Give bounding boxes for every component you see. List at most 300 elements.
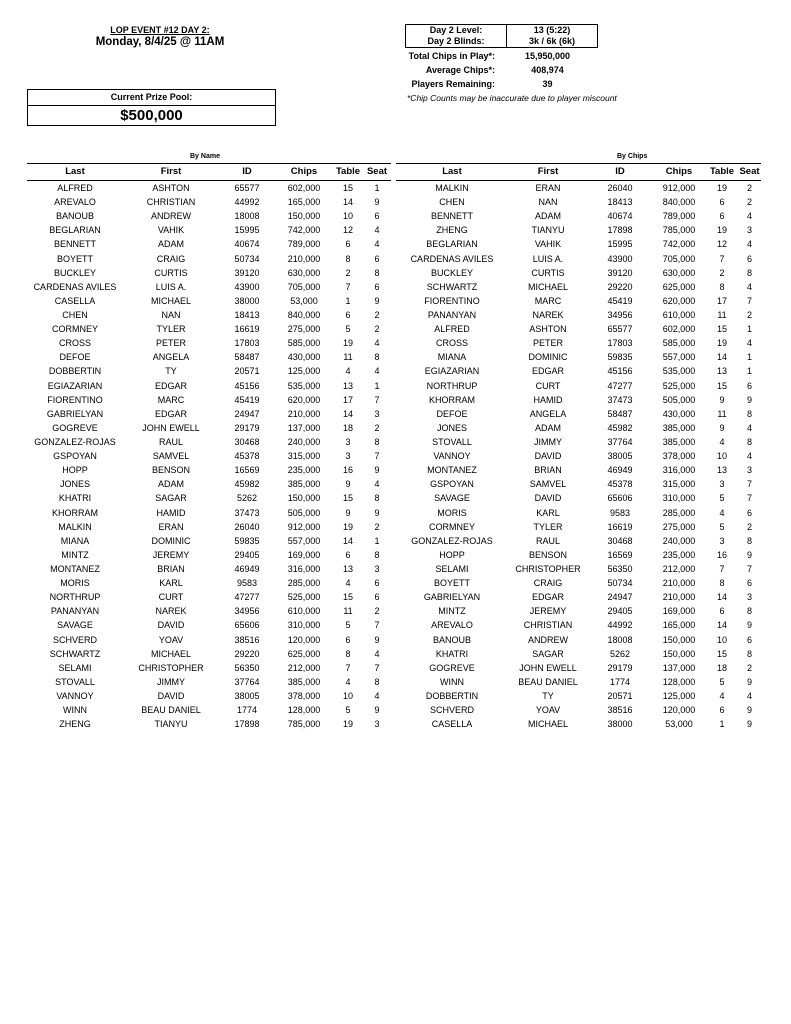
cell-last: ALFRED xyxy=(57,183,93,194)
cell-id: 34956 xyxy=(234,606,260,617)
cell-table: 14 xyxy=(342,408,353,419)
cell-first: DAVID xyxy=(157,620,185,631)
table-row xyxy=(396,661,761,675)
cell-seat: 9 xyxy=(374,507,380,518)
table-row xyxy=(396,421,761,435)
table-header-row xyxy=(396,164,761,181)
cell-chips: 316,000 xyxy=(287,564,321,574)
cell-last: EGIAZARIAN xyxy=(424,366,480,377)
cell-id: 38000 xyxy=(234,295,260,306)
cell-last: JONES xyxy=(436,422,467,433)
cell-id: 15995 xyxy=(607,239,633,250)
cell-last: PANANYAN xyxy=(427,310,477,321)
cell-seat: 2 xyxy=(746,521,752,532)
cell-chips: 505,000 xyxy=(662,394,696,405)
cell-first: ASHTON xyxy=(529,324,567,335)
cell-last: VANNOY xyxy=(433,451,471,462)
cell-last: DOBBERTIN xyxy=(425,690,479,701)
cell-seat: 6 xyxy=(374,253,380,264)
cell-seat: 4 xyxy=(746,211,752,222)
cell-chips: 315,000 xyxy=(287,451,321,462)
cell-table: 7 xyxy=(719,564,725,574)
cell-id: 56350 xyxy=(234,662,260,673)
cell-last: GOGREVE xyxy=(52,422,98,433)
cell-last: KHATRI xyxy=(435,648,469,659)
cell-table: 7 xyxy=(719,253,725,264)
cell-table: 17 xyxy=(342,394,353,405)
cell-id: 45419 xyxy=(607,295,633,306)
cell-table: 14 xyxy=(716,352,727,363)
cell-seat: 8 xyxy=(746,606,752,617)
by-name-title: By Name xyxy=(190,153,220,160)
cell-first: ANDREW xyxy=(528,634,568,645)
cell-last: NORTHRUP xyxy=(49,592,101,603)
cell-seat: 8 xyxy=(374,493,380,504)
cell-id: 38516 xyxy=(234,634,260,645)
cell-last: CROSS xyxy=(435,338,468,349)
cell-id: 40674 xyxy=(607,211,633,222)
by-chips-table xyxy=(396,163,761,731)
table-row xyxy=(396,336,761,350)
cell-last: SCHWARTZ xyxy=(426,281,478,292)
cell-last: CORMNEY xyxy=(428,521,475,532)
cell-seat: 4 xyxy=(374,225,380,236)
cell-chips: 705,000 xyxy=(662,253,696,264)
cell-table: 1 xyxy=(345,295,351,306)
cell-chips: 169,000 xyxy=(662,606,696,617)
cell-table: 19 xyxy=(716,225,727,236)
table-row xyxy=(27,294,391,308)
cell-id: 18008 xyxy=(234,211,260,222)
cell-first: ADAM xyxy=(157,479,184,490)
cell-table: 15 xyxy=(716,380,727,391)
cell-chips: 285,000 xyxy=(662,507,696,518)
cell-seat: 2 xyxy=(374,521,380,532)
cell-first: KARL xyxy=(536,507,560,518)
cell-first: TY xyxy=(542,690,554,701)
cell-id: 29220 xyxy=(607,281,633,292)
cell-last: KHORRAM xyxy=(428,394,475,405)
table-row xyxy=(27,322,391,336)
cell-first: EDGAR xyxy=(531,366,564,377)
cell-first: DOMINIC xyxy=(151,535,191,546)
cell-seat: 6 xyxy=(746,634,752,645)
cell-table: 13 xyxy=(342,380,353,391)
cell-table: 3 xyxy=(719,535,725,546)
cell-first: JEREMY xyxy=(152,549,190,560)
cell-id: 24947 xyxy=(234,408,260,419)
cell-seat: 9 xyxy=(746,719,752,730)
cell-chips: 912,000 xyxy=(662,183,696,194)
cell-seat: 4 xyxy=(374,479,380,490)
cell-chips: 585,000 xyxy=(287,338,321,349)
cell-seat: 3 xyxy=(746,592,752,603)
col-header-id: ID xyxy=(242,166,252,177)
table-row xyxy=(396,647,761,661)
cell-seat: 9 xyxy=(746,394,752,405)
cell-seat: 7 xyxy=(746,295,752,306)
cell-first: CURTIS xyxy=(531,267,565,278)
cell-table: 17 xyxy=(716,295,727,306)
table-row xyxy=(27,576,391,590)
cell-last: PANANYAN xyxy=(50,606,100,617)
cell-id: 17803 xyxy=(234,338,260,349)
cell-seat: 7 xyxy=(374,451,380,462)
cell-first: CHRISTIAN xyxy=(523,620,573,631)
table-row xyxy=(396,237,761,251)
cell-seat: 4 xyxy=(746,422,752,433)
cell-table: 13 xyxy=(716,465,727,476)
cell-first: DAVID xyxy=(534,451,562,462)
cell-id: 15995 xyxy=(234,225,260,236)
cell-table: 11 xyxy=(717,310,727,321)
cell-table: 1 xyxy=(719,719,725,730)
cell-id: 45156 xyxy=(234,380,260,391)
cell-last: CASELLA xyxy=(431,719,473,730)
cell-seat: 4 xyxy=(746,338,752,349)
cell-table: 3 xyxy=(345,451,351,462)
table-row xyxy=(396,477,761,491)
cell-chips: 630,000 xyxy=(287,267,321,278)
cell-seat: 6 xyxy=(746,380,752,391)
cell-seat: 3 xyxy=(374,719,380,730)
cell-first: EDGAR xyxy=(531,592,564,603)
cell-seat: 8 xyxy=(374,549,380,560)
table-row xyxy=(396,209,761,223)
cell-last: BENNETT xyxy=(53,239,96,250)
cell-table: 8 xyxy=(345,648,351,659)
cell-first: BENSON xyxy=(528,549,567,560)
cell-id: 45156 xyxy=(607,366,633,377)
cell-chips: 585,000 xyxy=(662,338,696,349)
cell-table: 6 xyxy=(719,705,725,716)
col-header-last: Last xyxy=(442,166,462,177)
cell-chips: 169,000 xyxy=(287,549,321,560)
table-row xyxy=(27,237,391,251)
table-row xyxy=(27,590,391,604)
table-row xyxy=(396,322,761,336)
cell-last: WINN xyxy=(440,676,464,687)
cell-first: NAN xyxy=(538,197,558,208)
cell-seat: 6 xyxy=(746,507,752,518)
cell-table: 6 xyxy=(719,606,725,617)
cell-id: 16569 xyxy=(234,465,260,476)
cell-first: JIMMY xyxy=(534,437,562,448)
cell-chips: 535,000 xyxy=(287,380,321,391)
cell-chips: 210,000 xyxy=(662,592,696,603)
cell-id: 46949 xyxy=(607,465,633,476)
cell-table: 19 xyxy=(716,338,727,349)
cell-last: GABRIELYAN xyxy=(46,408,104,419)
cell-seat: 2 xyxy=(374,324,380,335)
cell-seat: 9 xyxy=(374,634,380,645)
table-row xyxy=(27,379,391,393)
cell-seat: 8 xyxy=(746,648,752,659)
table-row xyxy=(396,633,761,647)
cell-id: 29179 xyxy=(234,422,260,433)
blinds-value: 3k / 6k (6k) xyxy=(528,36,576,46)
cell-table: 6 xyxy=(345,310,351,321)
cell-seat: 7 xyxy=(374,662,380,673)
table-row xyxy=(396,350,761,364)
cell-last: ZHENG xyxy=(59,719,91,730)
table-row xyxy=(27,266,391,280)
cell-seat: 8 xyxy=(746,437,752,448)
cell-table: 19 xyxy=(342,521,353,532)
cell-table: 6 xyxy=(719,197,725,208)
cell-first: BEAU DANIEL xyxy=(141,705,201,716)
cell-last: SAVAGE xyxy=(434,493,470,504)
table-row xyxy=(396,506,761,520)
table-row xyxy=(396,618,761,632)
cell-id: 29179 xyxy=(607,662,633,673)
cell-chips: 535,000 xyxy=(662,366,696,377)
cell-table: 8 xyxy=(719,281,725,292)
cell-first: MICHAEL xyxy=(150,648,191,659)
cell-chips: 789,000 xyxy=(287,239,321,250)
col-header-seat: Seat xyxy=(366,166,388,177)
table-row xyxy=(27,449,391,463)
cell-seat: 7 xyxy=(746,479,752,490)
table-row xyxy=(27,407,391,421)
cell-first: HAMID xyxy=(156,507,186,518)
cell-last: WINN xyxy=(63,705,87,716)
cell-first: VAHIK xyxy=(157,225,185,236)
cell-chips: 137,000 xyxy=(662,662,696,673)
cell-first: LUIS A. xyxy=(155,281,187,292)
cell-chips: 620,000 xyxy=(287,394,321,405)
cell-seat: 4 xyxy=(746,451,752,462)
cell-seat: 3 xyxy=(374,408,380,419)
cell-chips: 742,000 xyxy=(662,239,696,250)
cell-table: 15 xyxy=(716,648,727,659)
level-box xyxy=(405,24,598,48)
cell-id: 29405 xyxy=(607,606,633,617)
cell-first: JOHN EWELL xyxy=(519,662,577,673)
cell-id: 38000 xyxy=(607,719,633,730)
table-row xyxy=(27,689,391,703)
cell-table: 6 xyxy=(345,634,351,645)
cell-table: 9 xyxy=(719,394,725,405)
cell-seat: 6 xyxy=(374,281,380,292)
cell-seat: 7 xyxy=(746,493,752,504)
cell-id: 30468 xyxy=(607,535,633,546)
cell-table: 4 xyxy=(345,578,351,589)
table-row xyxy=(27,491,391,505)
cell-table: 4 xyxy=(345,366,351,377)
cell-id: 17803 xyxy=(607,338,633,349)
cell-table: 4 xyxy=(345,676,351,687)
cell-last: MORIS xyxy=(437,507,467,518)
cell-last: GONZALEZ-ROJAS xyxy=(411,535,493,546)
cell-first: JIMMY xyxy=(157,676,185,687)
cell-last: HOPP xyxy=(62,465,88,476)
cell-id: 37473 xyxy=(234,507,260,518)
cell-last: MINTZ xyxy=(438,606,466,617)
cell-table: 10 xyxy=(716,634,727,645)
cell-chips: 505,000 xyxy=(287,507,321,518)
cell-id: 44992 xyxy=(234,197,260,208)
cell-chips: 705,000 xyxy=(287,281,321,292)
cell-chips: 165,000 xyxy=(287,197,321,208)
cell-chips: 620,000 xyxy=(662,295,696,306)
cell-id: 43900 xyxy=(234,281,260,292)
cell-seat: 2 xyxy=(746,197,752,208)
cell-id: 50734 xyxy=(607,578,633,589)
cell-seat: 4 xyxy=(374,366,380,377)
cell-first: BEAU DANIEL xyxy=(518,676,578,687)
col-header-table: Table xyxy=(335,166,361,177)
table-row xyxy=(396,435,761,449)
cell-first: MARC xyxy=(534,295,562,306)
cell-last: AREVALO xyxy=(431,620,473,631)
by-chips-title: By Chips xyxy=(617,153,648,160)
cell-id: 26040 xyxy=(607,183,633,194)
cell-last: DEFOE xyxy=(436,408,468,419)
table-row xyxy=(396,520,761,534)
cell-table: 19 xyxy=(342,338,353,349)
cell-seat: 3 xyxy=(746,465,752,476)
cell-first: EDGAR xyxy=(154,380,187,391)
cell-last: STOVALL xyxy=(55,676,95,687)
cell-last: MONTANEZ xyxy=(50,564,100,574)
cell-chips: 120,000 xyxy=(287,634,321,645)
cell-last: CROSS xyxy=(58,338,91,349)
cell-seat: 2 xyxy=(374,422,380,433)
cell-first: SAGAR xyxy=(155,493,187,504)
cell-first: CURTIS xyxy=(154,267,188,278)
cell-last: EGIAZARIAN xyxy=(47,380,103,391)
cell-chips: 742,000 xyxy=(287,225,321,236)
cell-table: 5 xyxy=(345,324,351,335)
cell-seat: 7 xyxy=(374,620,380,631)
cell-seat: 6 xyxy=(374,592,380,603)
cell-last: MIANA xyxy=(437,352,467,363)
table-row xyxy=(27,308,391,322)
cell-table: 3 xyxy=(719,479,725,490)
table-row xyxy=(27,435,391,449)
cell-table: 15 xyxy=(342,183,353,194)
cell-seat: 4 xyxy=(374,690,380,701)
cell-id: 16619 xyxy=(234,324,260,335)
cell-first: PETER xyxy=(155,338,186,349)
table-row xyxy=(27,195,391,209)
cell-last: ZHENG xyxy=(436,225,468,236)
cell-chips: 53,000 xyxy=(290,295,318,306)
cell-seat: 9 xyxy=(746,620,752,631)
col-header-first: First xyxy=(537,166,559,177)
col-header-chips: Chips xyxy=(290,166,318,177)
cell-id: 16619 xyxy=(607,521,633,532)
cell-seat: 4 xyxy=(374,648,380,659)
cell-id: 38005 xyxy=(607,451,633,462)
table-row xyxy=(27,633,391,647)
cell-last: GONZALEZ-ROJAS xyxy=(34,437,116,448)
cell-chips: 385,000 xyxy=(287,479,321,490)
prize-pool-box xyxy=(27,89,276,126)
cell-id: 20571 xyxy=(234,366,260,377)
cell-seat: 1 xyxy=(746,366,752,377)
col-header-id: ID xyxy=(615,166,625,177)
cell-id: 5262 xyxy=(236,493,258,504)
cell-table: 15 xyxy=(716,324,727,335)
cell-chips: 785,000 xyxy=(662,225,696,236)
cell-seat: 1 xyxy=(374,535,380,546)
table-row xyxy=(396,717,761,731)
cell-id: 47277 xyxy=(234,592,260,603)
cell-table: 19 xyxy=(716,183,727,194)
cell-seat: 1 xyxy=(374,183,380,194)
cell-last: BANOUB xyxy=(432,634,471,645)
cell-table: 15 xyxy=(342,493,353,504)
cell-first: KARL xyxy=(159,578,183,589)
table-row xyxy=(396,294,761,308)
cell-chips: 385,000 xyxy=(287,676,321,687)
level-value: 13 (5:22) xyxy=(533,25,571,35)
cell-seat: 8 xyxy=(374,437,380,448)
cell-seat: 6 xyxy=(746,253,752,264)
cell-table: 2 xyxy=(345,267,351,278)
cell-table: 12 xyxy=(342,225,353,236)
table-row xyxy=(396,379,761,393)
cell-chips: 630,000 xyxy=(662,267,696,278)
cell-chips: 150,000 xyxy=(662,648,696,659)
col-header-last: Last xyxy=(65,166,85,177)
col-header-table: Table xyxy=(709,166,735,177)
cell-id: 65577 xyxy=(234,183,260,194)
cell-id: 26040 xyxy=(234,521,260,532)
cell-chips: 602,000 xyxy=(287,183,321,194)
cell-id: 58487 xyxy=(234,352,260,363)
col-header-seat: Seat xyxy=(739,166,760,177)
cell-table: 10 xyxy=(342,211,353,222)
cell-chips: 310,000 xyxy=(287,620,321,631)
cell-id: 1774 xyxy=(609,676,631,687)
cell-first: CURT xyxy=(158,592,184,603)
cell-chips: 235,000 xyxy=(287,465,321,476)
cell-table: 5 xyxy=(345,705,351,716)
cell-chips: 240,000 xyxy=(287,437,321,448)
cell-id: 58487 xyxy=(607,408,633,419)
table-row xyxy=(396,393,761,407)
cell-table: 5 xyxy=(719,493,725,504)
cell-table: 5 xyxy=(719,676,725,687)
cell-last: GABRIELYAN xyxy=(423,592,481,603)
cell-last: GSPOYAN xyxy=(53,451,97,462)
cell-seat: 8 xyxy=(374,676,380,687)
cell-seat: 1 xyxy=(746,324,752,335)
cell-chips: 210,000 xyxy=(287,253,321,264)
table-row xyxy=(27,604,391,618)
cell-chips: 430,000 xyxy=(287,352,321,363)
prize-pool-value: $500,000 xyxy=(120,107,183,124)
cell-first: RAUL xyxy=(535,535,560,546)
cell-seat: 6 xyxy=(374,578,380,589)
table-row xyxy=(396,491,761,505)
cell-last: HOPP xyxy=(439,549,465,560)
table-row xyxy=(396,604,761,618)
cell-id: 37473 xyxy=(607,394,633,405)
level-values xyxy=(507,25,597,47)
table-row xyxy=(27,562,391,576)
cell-first: NAREK xyxy=(532,310,564,321)
cell-seat: 1 xyxy=(374,380,380,391)
table-row xyxy=(27,364,391,378)
table-row xyxy=(27,223,391,237)
by-name-table xyxy=(27,163,391,731)
cell-last: VANNOY xyxy=(56,690,94,701)
cell-chips: 378,000 xyxy=(662,451,696,462)
